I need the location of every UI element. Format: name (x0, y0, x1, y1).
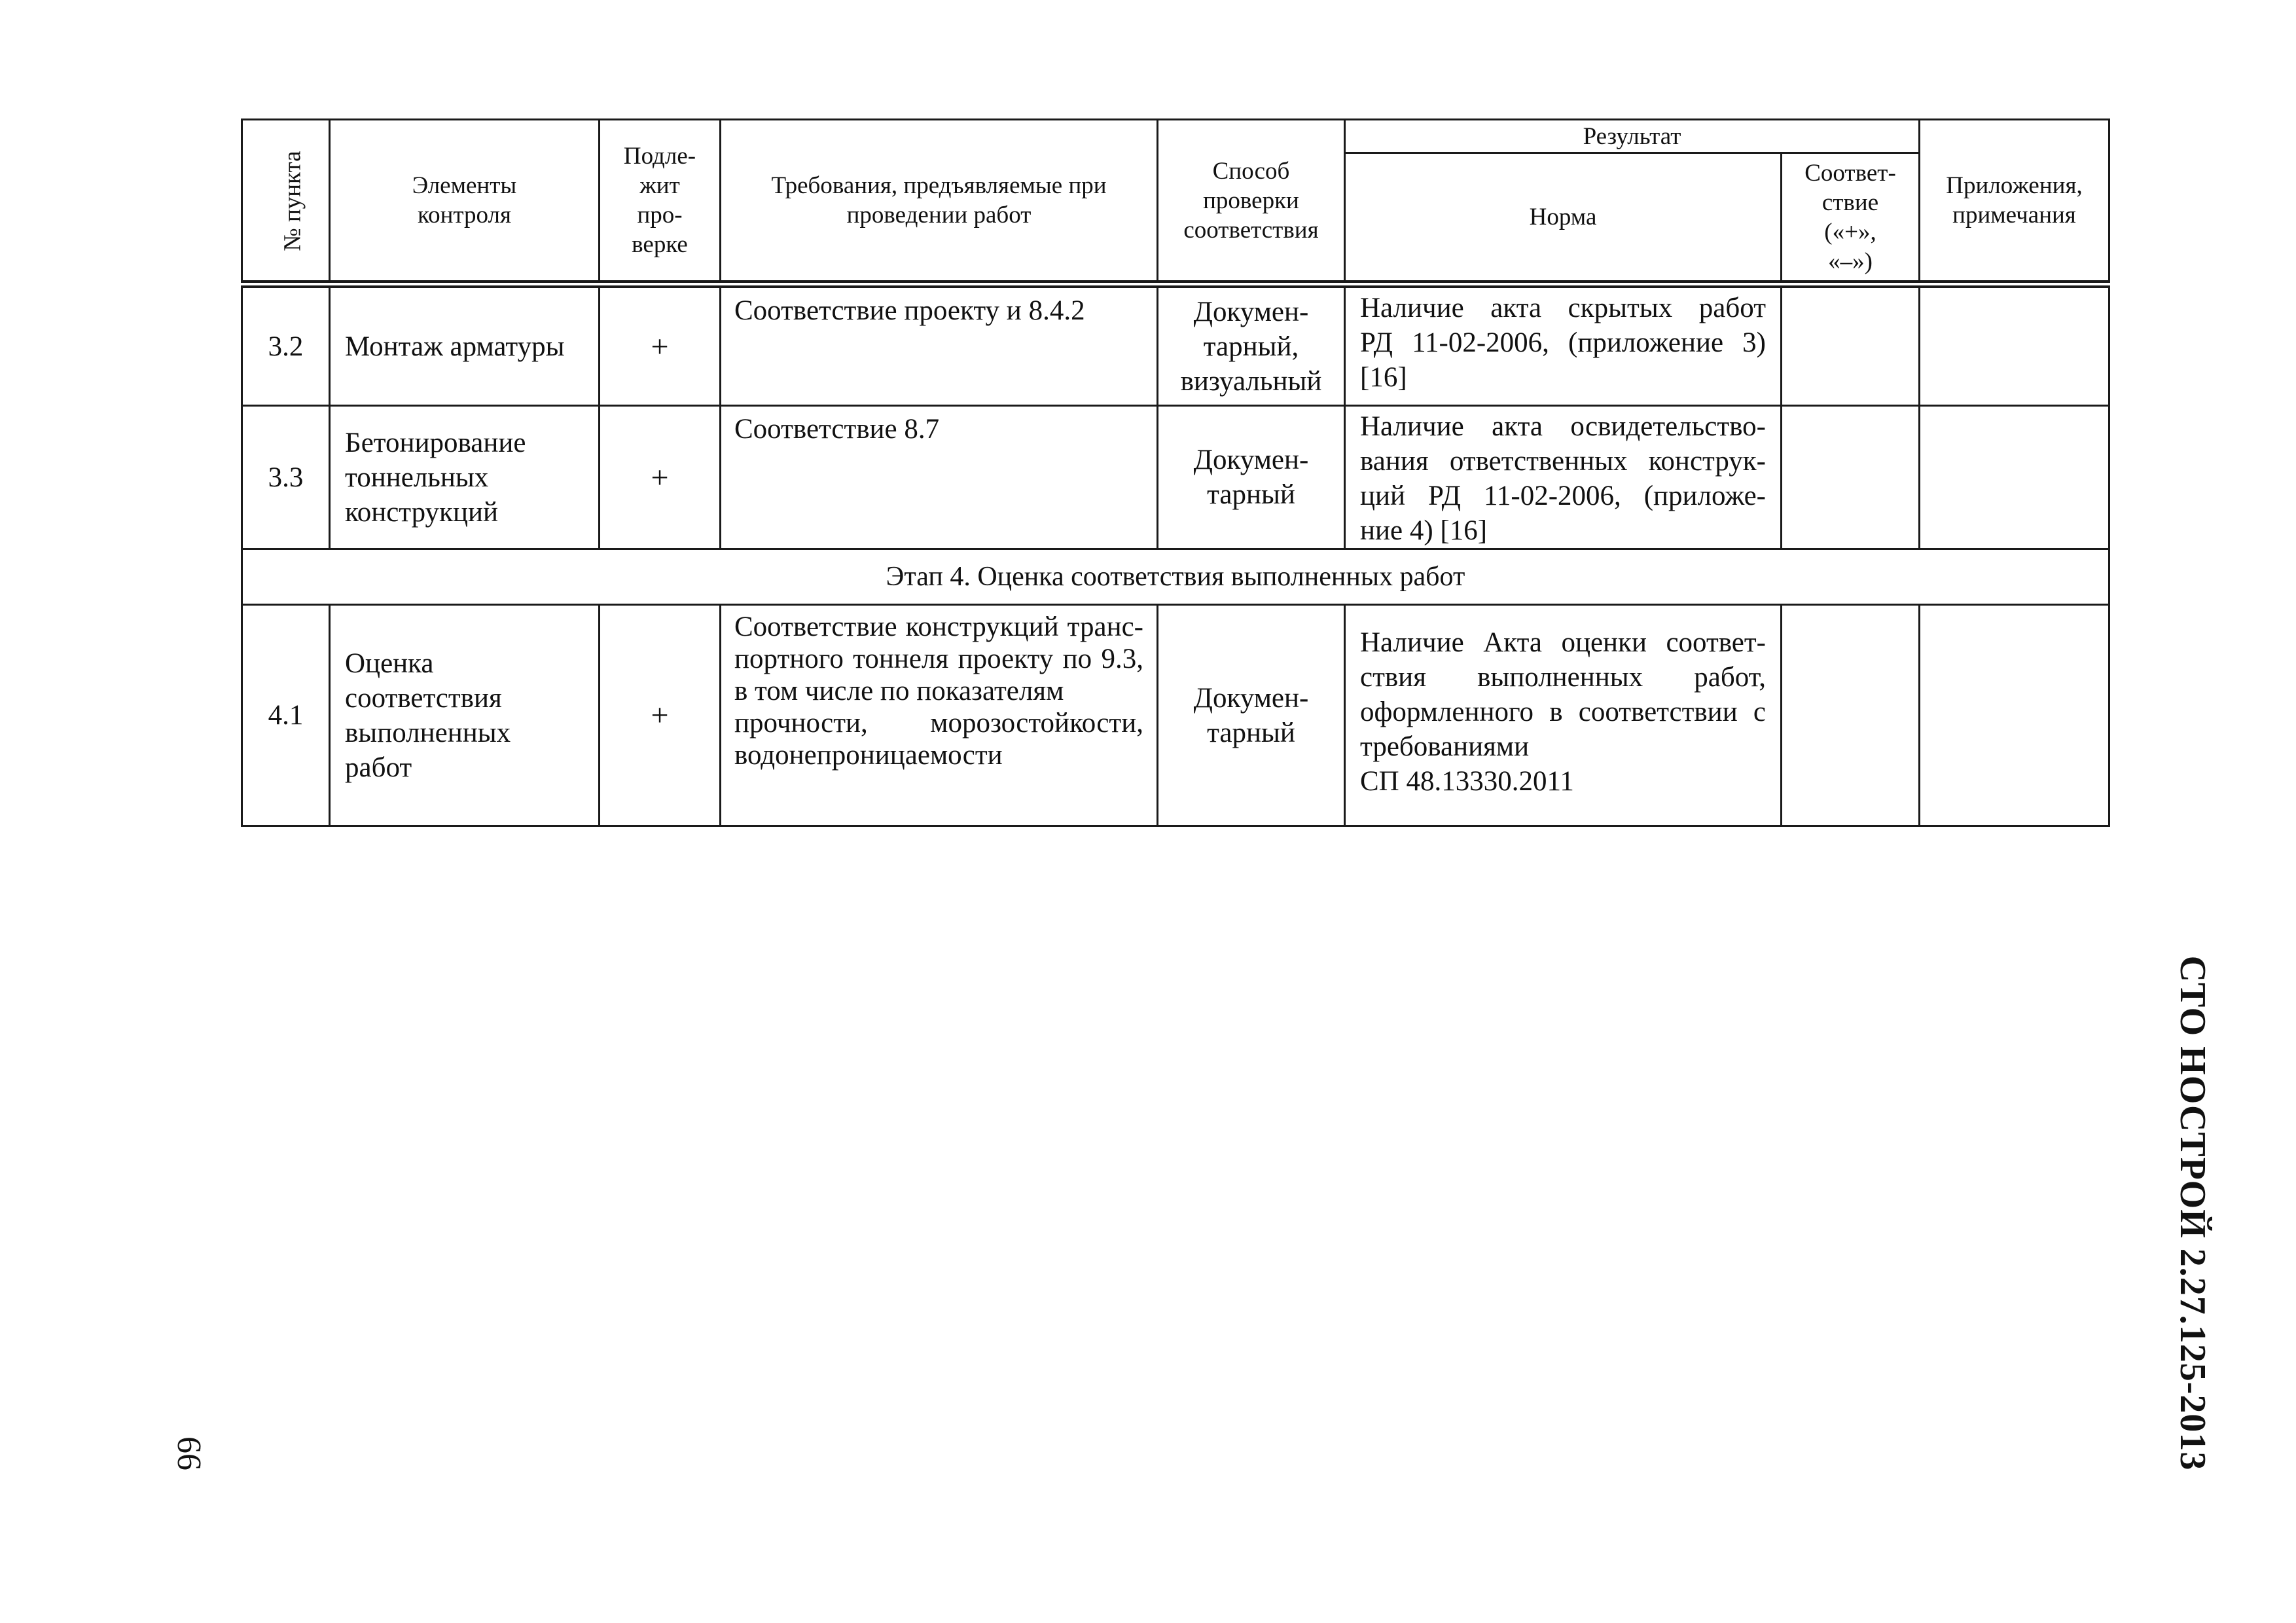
header-elements (330, 120, 600, 285)
row-method-line: Докумен- (1193, 682, 1309, 714)
row-element (330, 406, 600, 549)
header-subject-line: про- (637, 202, 683, 228)
row-conformity (1782, 406, 1920, 549)
row-element-line: Оценка (345, 647, 434, 679)
header-conformity (1782, 153, 1920, 285)
row-norm-line: [16] (1360, 362, 1407, 393)
header-elements-text: Элементы контроля (412, 172, 517, 228)
row-norm-line: оформленного в соответствии с (1360, 697, 1766, 727)
row-norm-line: требованиями (1360, 731, 1530, 762)
row-norm-line: ций РД 11-02-2006, (приложе- (1360, 481, 1766, 511)
row-requirement (721, 605, 1158, 826)
row-element-line: Монтаж арматуры (345, 331, 565, 362)
header-method (1158, 120, 1345, 285)
row-norm (1345, 284, 1782, 406)
row-requirement-line: Соответствие проекту и 8.4.2 (734, 295, 1085, 326)
row-subject: + (600, 284, 721, 406)
row-method-line: тарный, (1203, 331, 1299, 362)
row-requirement-line: портного тоннеля проекту по 9.3, (734, 644, 1143, 674)
document-code-text: СТО НОСТРОЙ 2.27.125-2013 (2172, 955, 2213, 1471)
header-subject-line: верке (632, 231, 688, 258)
row-norm-line: Наличие акта скрытых работ (1360, 293, 1766, 323)
header-conformity-line: Соответ- (1804, 159, 1896, 187)
row-norm-line: Наличие Акта оценки соответ- (1360, 627, 1766, 658)
row-conformity (1782, 605, 1920, 826)
row-subject: + (600, 605, 721, 826)
header-conformity-line: «–») (1828, 247, 1873, 275)
row-notes (1920, 605, 2109, 826)
row-requirement-line: водонепроницаемости (734, 740, 1003, 771)
row-element (330, 284, 600, 406)
row-notes (1920, 406, 2109, 549)
header-row-top (242, 120, 2109, 153)
row-method-line: тарный (1207, 479, 1295, 510)
row-norm-line: РД 11-02-2006, (приложение 3) (1360, 327, 1766, 358)
row-element-line: соответствия (345, 682, 502, 714)
table-row (242, 406, 2109, 549)
header-method-line: проверки (1203, 187, 1299, 214)
row-requirement-line: Соответствие 8.7 (734, 414, 940, 445)
header-subject-line: Подле- (623, 143, 696, 170)
header-notes-line: Приложения, (1946, 172, 2083, 199)
table-row (242, 284, 2109, 406)
document-code (2160, 955, 2225, 1471)
header-result: Результат (1345, 120, 1920, 153)
stage-row (242, 549, 2109, 605)
header-requirements-line: Требования, предъявляемые при (771, 172, 1107, 199)
control-table (241, 119, 2110, 827)
row-method-line: Докумен- (1193, 445, 1309, 475)
header-subject (600, 120, 721, 285)
row-notes (1920, 284, 2109, 406)
row-norm (1345, 406, 1782, 549)
row-element-line: тоннельных (345, 462, 489, 493)
header-method-line: Способ (1212, 157, 1290, 185)
header-conformity-line: ствие (1821, 189, 1879, 216)
row-num: 3.3 (242, 406, 330, 549)
row-method-line: тарный (1207, 717, 1295, 748)
header-conformity-line: («+», (1824, 218, 1876, 246)
row-norm-line: ние 4) [16] (1360, 515, 1488, 546)
row-element-line: работ (345, 752, 412, 783)
row-norm-line: Наличие акта освидетельство- (1360, 411, 1766, 442)
header-norm: Норма (1345, 153, 1782, 285)
row-element-line: выполненных (345, 717, 511, 748)
row-requirement (721, 406, 1158, 549)
row-norm-line: СП 48.13330.2011 (1360, 766, 1574, 797)
row-method (1158, 284, 1345, 406)
row-norm (1345, 605, 1782, 826)
header-notes-line: примечания (1952, 202, 2076, 228)
row-element-line: Бетонирование (345, 427, 526, 458)
row-requirement-line: в том числе по показателям (734, 676, 1064, 706)
row-requirement (721, 284, 1158, 406)
header-requirements-line: проведении работ (846, 202, 1031, 228)
row-conformity (1782, 284, 1920, 406)
header-num-text: № пункта (279, 150, 306, 251)
page-number: 66 (170, 1436, 207, 1470)
row-method (1158, 406, 1345, 549)
header-num (242, 120, 330, 285)
header-method-line: соответствия (1183, 216, 1319, 244)
row-norm-line: вания ответственных конструк- (1360, 446, 1766, 477)
row-requirement-line: Соответствие конструкций транс- (734, 611, 1143, 642)
row-num: 4.1 (242, 605, 330, 826)
row-element-line: конструкций (345, 496, 498, 528)
row-method (1158, 605, 1345, 826)
stage-title: Этап 4. Оценка соответствия выполненных работ (242, 549, 2109, 605)
row-method-line: Докумен- (1193, 296, 1309, 327)
row-method-line: визуальный (1180, 365, 1322, 397)
header-notes (1920, 120, 2109, 285)
row-requirement-line: прочности, морозостойкости, (734, 708, 1143, 739)
table-row (242, 605, 2109, 826)
header-subject-line: жит (639, 172, 680, 199)
row-norm-line: ствия выполненных работ, (1360, 662, 1766, 693)
row-element (330, 605, 600, 826)
row-subject: + (600, 406, 721, 549)
row-num: 3.2 (242, 284, 330, 406)
header-requirements (721, 120, 1158, 285)
